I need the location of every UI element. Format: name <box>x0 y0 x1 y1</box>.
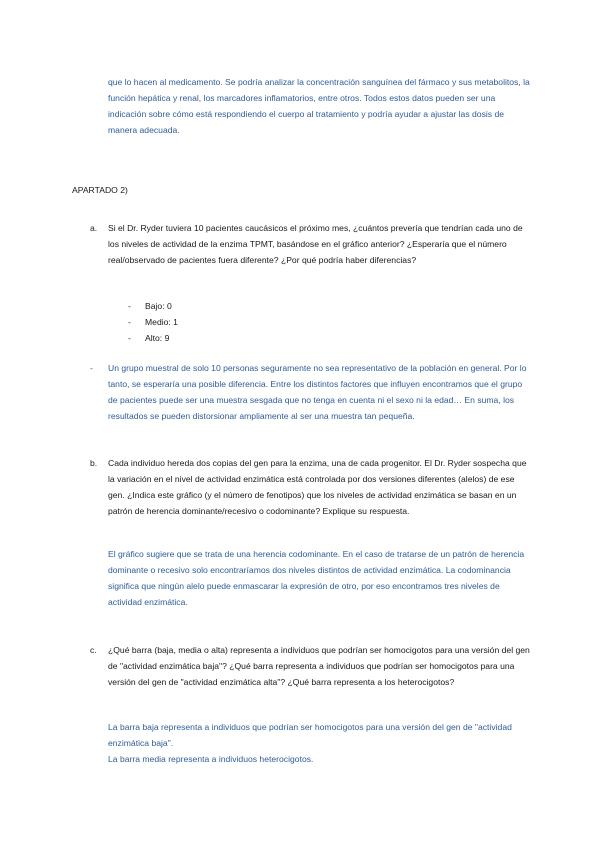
bullet-dash: - <box>128 333 131 343</box>
question-a-marker: a. <box>90 223 98 233</box>
question-a-text: Si el Dr. Ryder tuviera 10 pacientes caucásicos el próximo mes, ¿cuántos prevería que tendrían cada uno de los niveles de actividad de la enzima TPMT, basándose en el gráfico anterior? ¿Esperaría que el número real/observado de pacientes fuera diferente? ¿Por qué podría haber diferencias? <box>108 223 523 265</box>
answer-b-text: El gráfico sugiere que se trata de una herencia codominante. En el caso de tratarse de un patrón de herencia dominante o recesivo solo encontraríamos dos niveles distintos de actividad enzimática. La codominancia significa que ningún alelo puede enmascarar la expresión de otro, por eso encontramos tres niveles de actividad enzimática. <box>108 549 525 607</box>
bullet-dash: - <box>128 301 131 311</box>
question-c-text: ¿Qué barra (baja, media o alta) representa a individuos que podrían ser homocigotos para una versión del gen de "actividad enzimática baja"? ¿Qué barra representa a individuos que podrían ser homocigotos para una versión del gen de "actividad enzimática alta"? ¿Qué barra representa a los heterocigotos? <box>108 645 530 687</box>
answer-a-marker: - <box>90 363 93 373</box>
question-c-marker: c. <box>90 645 97 655</box>
section-title: APARTADO 2) <box>72 185 128 195</box>
intro-answer: que lo hacen al medicamento. Se podría analizar la concentración sanguínea del fármaco y sus metabolitos, la función hepática y renal, los marcadores inflamatorios, entre otros. Todos estos datos pueden ser una indicación sobre cómo está respondiendo el cuerpo al tratamiento y podría ayudar a ajustar las dosis de manera adecuada. <box>108 77 530 135</box>
answer-c-text-2: La barra media representa a individuos heterocigotos. <box>108 754 314 764</box>
bullet-medium: Medio: 1 <box>145 317 178 327</box>
answer-a-text: Un grupo muestral de solo 10 personas seguramente no sea representativo de la población en general. Por lo tanto, se esperaría una posible diferencia. Entre los distintos factores que influyen encontramos que el grupo de pacientes puede ser una muestra sesgada que no tenga en cuenta ni el sexo ni la edad… En suma, los resultados se pueden distorsionar ampliamente al ser una muestra tan pequeña. <box>108 363 527 421</box>
question-b-text: Cada individuo hereda dos copias del gen para la enzima, una de cada progenitor. El Dr. Ryder sospecha que la variación en el nivel de actividad enzimática está controlada por dos versiones diferentes (alelos) de ese gen. ¿Indica este gráfico (y el número de fenotipos) que los niveles de actividad enzimática se basan en un patrón de herencia dominante/recesivo o codominante? Explique su respuesta. <box>108 458 527 516</box>
bullet-low: Bajo: 0 <box>145 301 172 311</box>
bullet-dash: - <box>128 317 131 327</box>
answer-c-text-1: La barra baja representa a individuos que podrían ser homocigotos para una versión del gen de "actividad enzimática baja". <box>108 722 512 748</box>
bullet-high: Alto: 9 <box>145 333 170 343</box>
question-b-marker: b. <box>90 458 98 468</box>
